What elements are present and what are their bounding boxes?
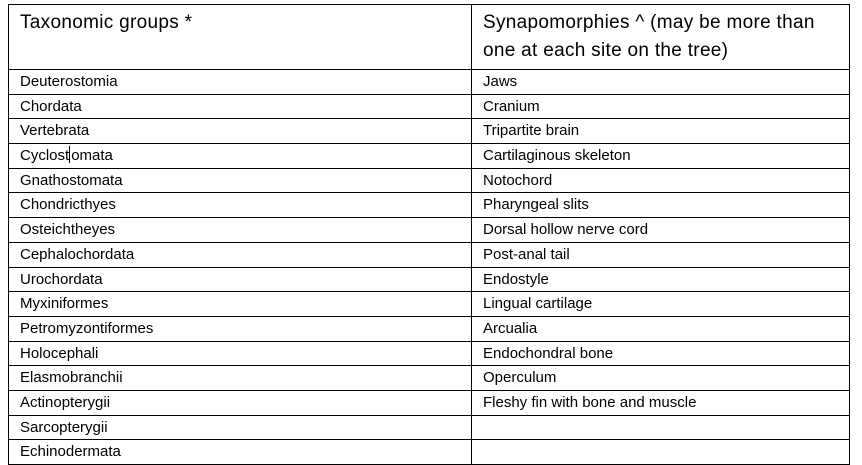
table-row: [9, 242, 850, 267]
table-row: [9, 366, 850, 391]
table-row: [9, 267, 850, 292]
table-row: [9, 341, 850, 366]
taxon-cell[interactable]: Gnathostomata: [9, 168, 472, 193]
trait-cell[interactable]: [472, 415, 850, 440]
taxon-cell[interactable]: Deuterostomia: [9, 70, 472, 95]
trait-cell[interactable]: Tripartite brain: [472, 119, 850, 144]
taxon-text-after-cursor: omata: [71, 147, 113, 165]
table-row: [9, 390, 850, 415]
header-taxonomic-groups[interactable]: Taxonomic groups *: [9, 5, 472, 70]
header-row: [9, 5, 850, 70]
taxon-cell[interactable]: Vertebrata: [9, 119, 472, 144]
table-row: [9, 193, 850, 218]
taxon-cell[interactable]: Chondricthyes: [9, 193, 472, 218]
taxa-synapomorphy-table: [8, 4, 850, 465]
trait-cell[interactable]: Endostyle: [472, 267, 850, 292]
taxon-cell[interactable]: Actinopterygii: [9, 390, 472, 415]
table-row: [9, 440, 850, 465]
trait-cell[interactable]: [472, 440, 850, 465]
taxon-cell[interactable]: Echinodermata: [9, 440, 472, 465]
taxon-text-before-cursor: Cyclost: [20, 147, 70, 165]
taxon-cell[interactable]: Chordata: [9, 94, 472, 119]
trait-cell[interactable]: Dorsal hollow nerve cord: [472, 218, 850, 243]
table-row: [9, 415, 850, 440]
taxon-cell[interactable]: Holocephali: [9, 341, 472, 366]
table-row: [9, 168, 850, 193]
trait-cell[interactable]: Notochord: [472, 168, 850, 193]
trait-cell[interactable]: Post-anal tail: [472, 242, 850, 267]
taxon-cell[interactable]: Myxiniformes: [9, 292, 472, 317]
trait-cell[interactable]: Cartilaginous skeleton: [472, 144, 850, 169]
trait-cell[interactable]: Arcualia: [472, 316, 850, 341]
taxon-cell[interactable]: Sarcopterygii: [9, 415, 472, 440]
table-row: [9, 94, 850, 119]
trait-cell[interactable]: Cranium: [472, 94, 850, 119]
trait-cell[interactable]: Endochondral bone: [472, 341, 850, 366]
table-row: [9, 144, 850, 169]
trait-cell[interactable]: Pharyngeal slits: [472, 193, 850, 218]
trait-cell[interactable]: Jaws: [472, 70, 850, 95]
table-row: [9, 292, 850, 317]
taxon-cell[interactable]: Osteichtheyes: [9, 218, 472, 243]
table-row: [9, 218, 850, 243]
taxon-cell[interactable]: Cephalochordata: [9, 242, 472, 267]
header-synapomorphies[interactable]: Synapomorphies ^ (may be more than one at each site on the tree): [472, 5, 850, 70]
taxon-cell[interactable]: Petromyzontiformes: [9, 316, 472, 341]
taxon-cell[interactable]: Elasmobranchii: [9, 366, 472, 391]
table-row: [9, 70, 850, 95]
taxon-cell[interactable]: Urochordata: [9, 267, 472, 292]
trait-cell[interactable]: Operculum: [472, 366, 850, 391]
table-row: [9, 316, 850, 341]
trait-cell[interactable]: Lingual cartilage: [472, 292, 850, 317]
trait-cell[interactable]: Fleshy fin with bone and muscle: [472, 390, 850, 415]
table-row: [9, 119, 850, 144]
taxon-cell[interactable]: [9, 144, 472, 169]
